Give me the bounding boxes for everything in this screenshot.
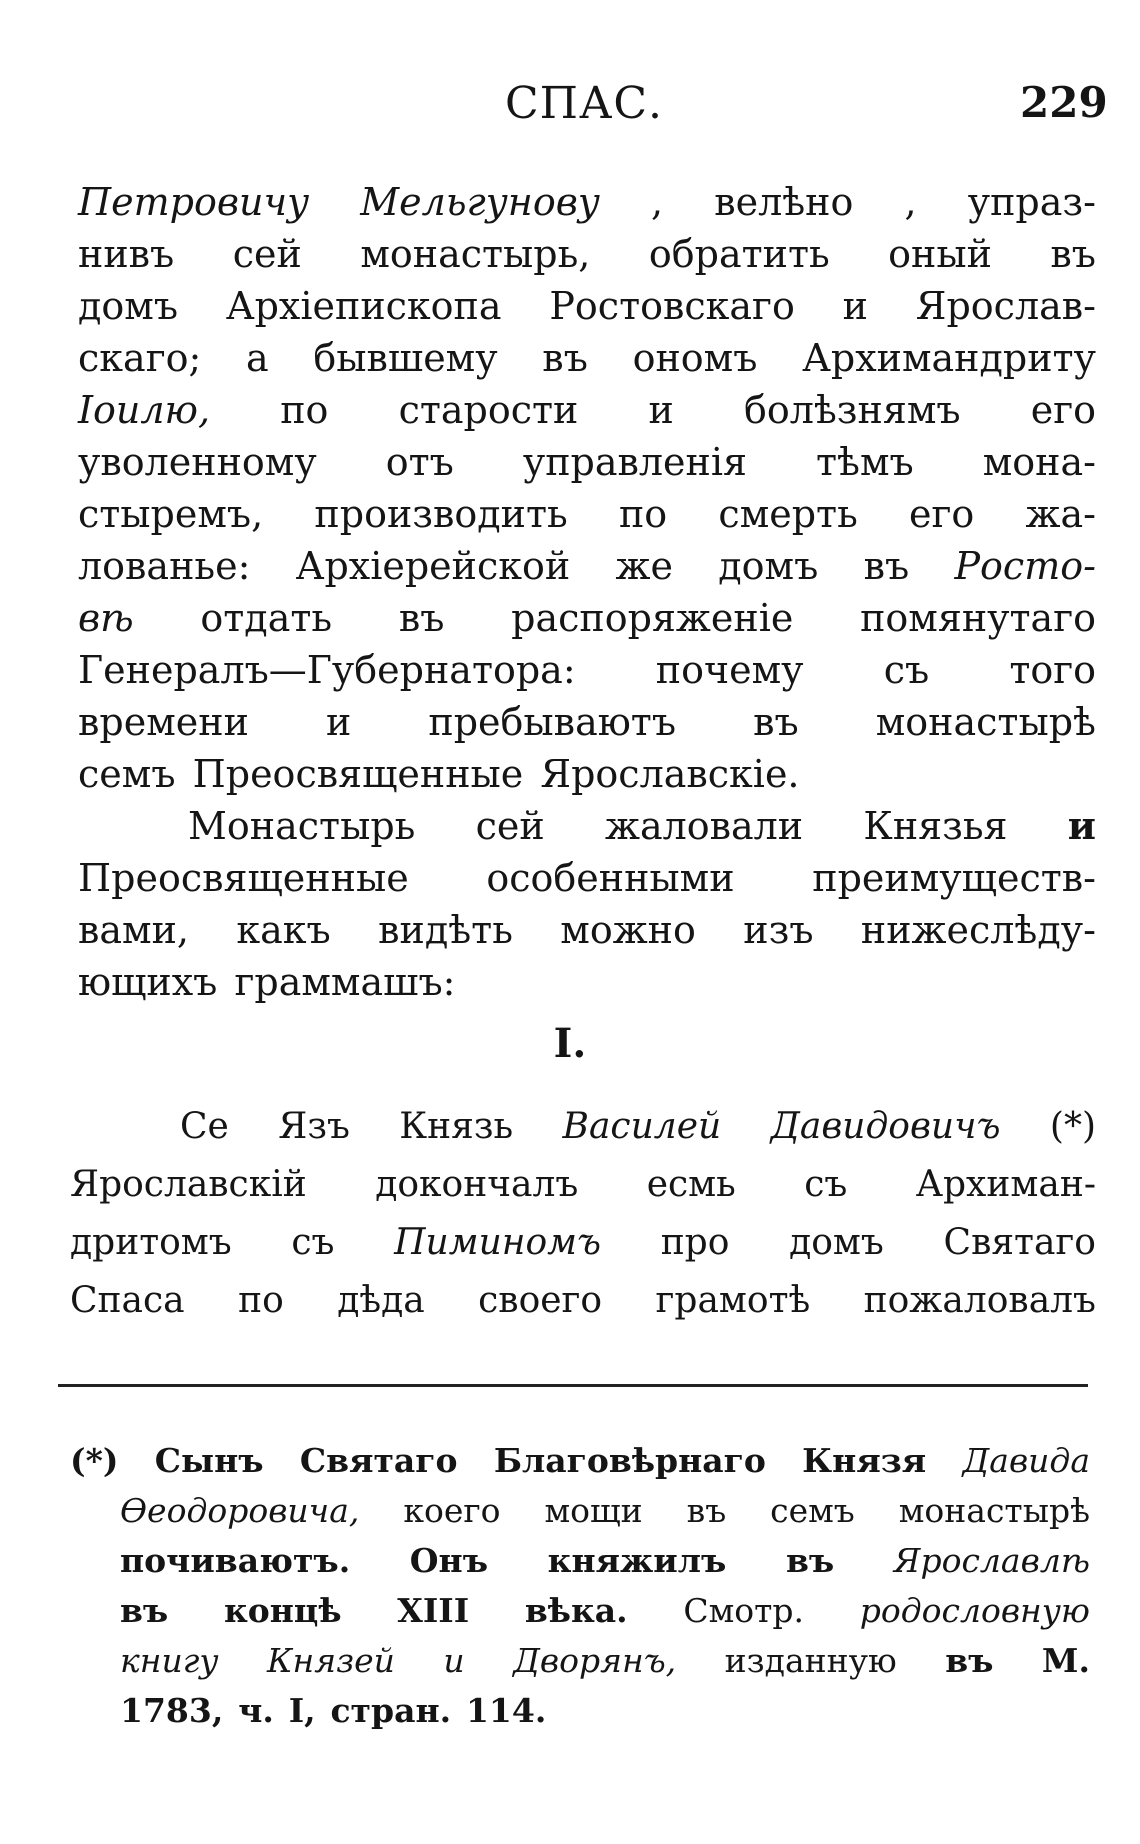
word: монастырь, (360, 232, 591, 276)
word: пожаловалъ (863, 1280, 1096, 1321)
word: книгу (120, 1641, 219, 1680)
word: Давидовичъ (770, 1106, 1001, 1147)
word: Князь (399, 1106, 514, 1147)
word: лованье: (78, 544, 251, 588)
word: а (245, 336, 269, 380)
text-line (70, 1686, 1090, 1736)
text-line (78, 696, 1096, 748)
word: смерть (718, 492, 858, 536)
text-line (78, 800, 1096, 852)
text-line (70, 1098, 1096, 1156)
word: пребываютъ (428, 700, 676, 744)
word: въ (863, 544, 910, 588)
text-line (70, 1586, 1090, 1636)
text-line (70, 1156, 1096, 1214)
word: I, (288, 1691, 316, 1730)
word: Монастырь (188, 804, 416, 848)
word: XIII (397, 1591, 470, 1630)
word: Язъ (278, 1106, 350, 1147)
word: въ (753, 700, 799, 744)
word: Мельгунову (360, 180, 600, 224)
word: монастырѣ (898, 1491, 1090, 1530)
text-line (78, 488, 1096, 540)
word: своего (478, 1280, 603, 1321)
text-line (78, 852, 1096, 904)
footnote-rule (58, 1384, 1088, 1387)
word: Ярославлѣ (893, 1541, 1090, 1580)
text-line (78, 176, 1096, 228)
word: Благовѣрнаго (493, 1441, 766, 1480)
word: отъ (385, 440, 454, 484)
word: и (326, 700, 352, 744)
word: домъ (789, 1222, 884, 1263)
word: Ярослав- (915, 284, 1096, 328)
word: семъ (770, 1491, 855, 1530)
word: Іоилю, (78, 388, 211, 432)
word: Ростовскаго (549, 284, 795, 328)
word: въ (1050, 232, 1096, 276)
word: домъ (78, 284, 179, 328)
word: Преосвященные (78, 856, 409, 900)
word: мощи (544, 1491, 643, 1530)
grant-text (70, 1098, 1096, 1330)
text-line (70, 1536, 1090, 1586)
word: ч. (238, 1691, 274, 1730)
text-line (70, 1636, 1090, 1686)
word: въ (945, 1641, 994, 1680)
footnote (70, 1436, 1090, 1736)
word: стран. (330, 1691, 452, 1730)
word: Давида (962, 1441, 1090, 1480)
word: въ (398, 596, 445, 640)
word: его (909, 492, 975, 536)
word: Архіепископа (225, 284, 502, 328)
word: вѣ (78, 596, 134, 640)
word: Преосвященные (192, 752, 524, 796)
word: въ (120, 1591, 169, 1630)
word: Ѳеодоровича, (120, 1491, 360, 1530)
section-number: I. (553, 1020, 587, 1067)
word: мона- (982, 440, 1096, 484)
word: же (615, 544, 673, 588)
word: Князя (802, 1441, 927, 1480)
word: почиваютъ. (120, 1541, 351, 1580)
word: Василей (562, 1106, 722, 1147)
text-line (70, 1214, 1096, 1272)
running-title: СПАС. (505, 78, 664, 129)
text-line (78, 384, 1096, 436)
word: Князей (266, 1641, 395, 1680)
text-line (78, 904, 1096, 956)
word: Дворянъ, (513, 1641, 677, 1680)
word: жаловали (604, 804, 804, 848)
text-line (78, 540, 1096, 592)
word: и (648, 388, 674, 432)
word: тѣмъ (816, 440, 914, 484)
text-line (78, 332, 1096, 384)
word: княжилъ (547, 1541, 727, 1580)
word: нивъ (78, 232, 175, 276)
word: производить (314, 492, 568, 536)
text-line (70, 1436, 1090, 1486)
word: обратить (648, 232, 830, 276)
word: времени (78, 700, 249, 744)
word: и (1067, 803, 1096, 848)
word: 114. (465, 1691, 547, 1730)
word: того (1009, 648, 1096, 692)
word: Пиминомъ (394, 1222, 601, 1263)
word: въ (686, 1491, 727, 1530)
word: , (904, 180, 917, 224)
word: Петровичу (78, 180, 310, 224)
word: коего (403, 1491, 501, 1530)
word: изъ (743, 908, 814, 952)
word: и (842, 284, 868, 328)
word: Архіерейской (295, 544, 571, 588)
word: Спаса (70, 1280, 185, 1321)
word: съ (291, 1222, 335, 1263)
word: отдать (200, 596, 333, 640)
word: можно (560, 908, 696, 952)
word: изданную (724, 1641, 897, 1680)
word: помянутаго (860, 596, 1096, 640)
word: семъ (78, 752, 176, 796)
text-line (78, 644, 1096, 696)
text-line (70, 1272, 1096, 1330)
word: нижеслѣду- (860, 908, 1096, 952)
word: дѣда (337, 1280, 425, 1321)
word: уволенному (78, 440, 317, 484)
word: скаго; (78, 336, 202, 380)
paragraph-2 (78, 800, 1096, 1008)
word: особенными (486, 856, 735, 900)
text-line (78, 592, 1096, 644)
word: по (618, 492, 668, 536)
word: Архиман- (915, 1164, 1096, 1205)
word: концѣ (223, 1591, 342, 1630)
word: въ (542, 336, 588, 380)
word: жа- (1025, 492, 1096, 536)
word: монастырѣ (875, 700, 1096, 744)
word: Князья (863, 804, 1008, 848)
word: и (443, 1641, 465, 1680)
word: вѣка. (524, 1591, 628, 1630)
word: Се (180, 1106, 229, 1147)
word: родословную (859, 1591, 1090, 1630)
word: сей (232, 232, 302, 276)
word: дритомъ (70, 1222, 232, 1263)
word: въ (785, 1541, 835, 1580)
word: сей (475, 804, 545, 848)
word: управленія (522, 440, 747, 484)
word: по (238, 1280, 284, 1321)
word: М. (1041, 1641, 1090, 1680)
word: по (280, 388, 329, 432)
word: Смотр. (683, 1591, 805, 1630)
word: , (651, 180, 664, 224)
word: Ярославскіе. (540, 752, 800, 796)
word: 1783, (120, 1691, 224, 1730)
word: почему (655, 648, 804, 692)
word: съ (883, 648, 930, 692)
word: Сынъ (154, 1441, 264, 1480)
word: упраз- (967, 180, 1096, 224)
word: Генералъ—Губернатора: (78, 648, 576, 692)
word: Онъ (409, 1541, 489, 1580)
word: старости (398, 388, 579, 432)
page-number: 229 (1020, 78, 1108, 127)
text-line (70, 1486, 1090, 1536)
word: велѣно (714, 180, 854, 224)
word: ономъ (632, 336, 758, 380)
word: ющихъ (78, 960, 218, 1004)
word: распоряженіе (511, 596, 794, 640)
word: видѣть (378, 908, 513, 952)
word: болѣзнямъ (744, 388, 961, 432)
word: (*) (70, 1441, 119, 1480)
text-line (78, 280, 1096, 332)
word: съ (804, 1164, 848, 1205)
text-line (78, 228, 1096, 280)
word: (*) (1049, 1106, 1096, 1147)
text-line (78, 748, 1096, 800)
word: Святаго (299, 1441, 458, 1480)
word: есмь (646, 1164, 736, 1205)
word: оный (888, 232, 992, 276)
text-line (78, 436, 1096, 488)
running-header (0, 78, 1140, 138)
word: Архимандриту (802, 336, 1096, 380)
word: его (1030, 388, 1096, 432)
word: бывшему (313, 336, 498, 380)
main-text (78, 176, 1096, 1008)
word: Ярославскій (70, 1164, 307, 1205)
word: грамотѣ (655, 1280, 811, 1321)
word: вами, (78, 908, 190, 952)
word: преимуществ- (812, 856, 1096, 900)
word: граммашъ: (234, 960, 456, 1004)
word: домъ (718, 544, 819, 588)
word: про (660, 1222, 730, 1263)
text-line (78, 956, 1096, 1008)
word: Святаго (943, 1222, 1096, 1263)
word: докончалъ (375, 1164, 579, 1205)
word: Росто- (954, 544, 1096, 588)
word: стыремъ, (78, 492, 264, 536)
word: какъ (236, 908, 331, 952)
